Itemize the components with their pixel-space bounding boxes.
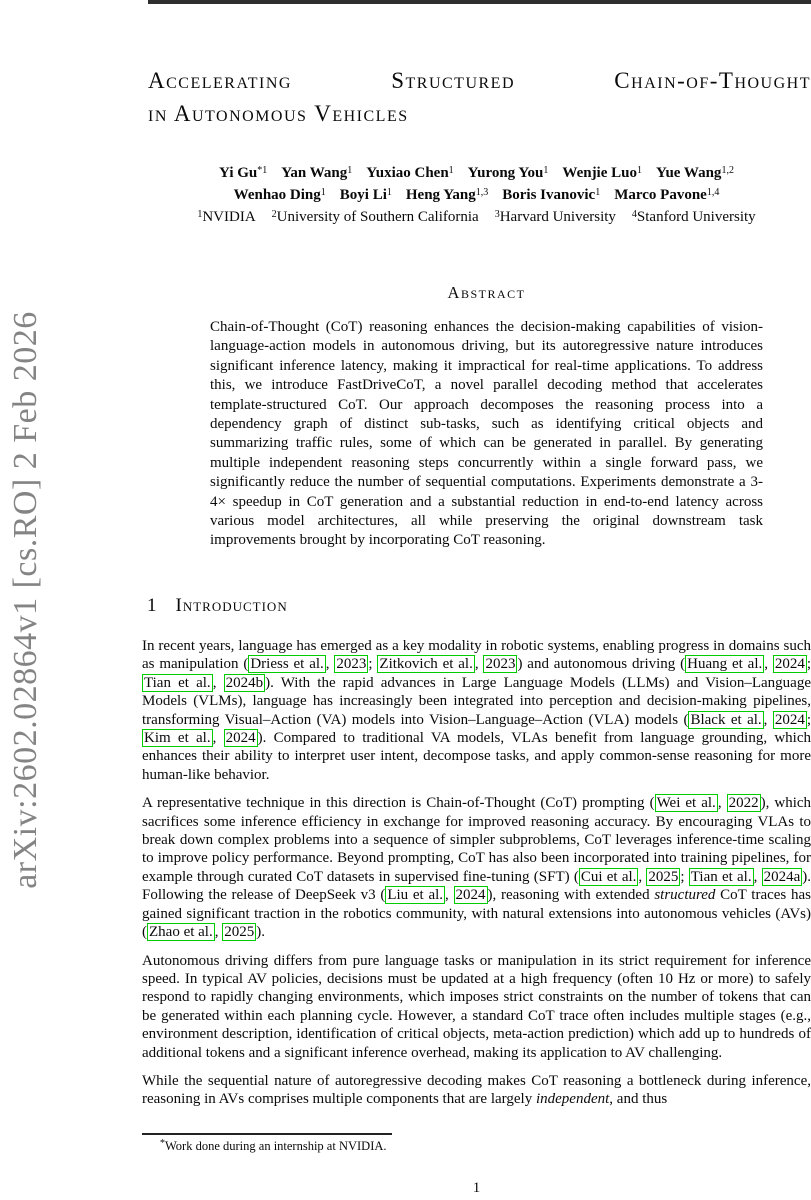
authors-line-1 (142, 162, 811, 184)
citation-link[interactable]: 2022 (728, 795, 759, 812)
body-paragraph: In recent years, language has emerged as a key modality in robotic systems, enabling progress in domains such as manipulation ( Driess et al. , 2023 ; Zitkovich et al. , 2023 ) and autonomous driving ( Huang et al. , 2024 ; Tian et al. , 2024b ). With the rapid advances in Large Language Models (LLMs) and Vision–Language Models (VLMs), language has increasingly been integrated into perception and decision-making pipelines, transforming Visual–Action (VA) models into Vision–Language–Action (VLA) models ( Black et al. , 2024 ; Kim et al. , 2024 ). Compared to traditional VA models, VLAs benefit from language grounding, which enhances their ability to interpret user intent, decompose tasks, and apply common-sense reasoning for more human-like behavior. (142, 638, 811, 783)
author-block (142, 162, 811, 228)
citation-link[interactable]: Tian et al. (144, 674, 211, 691)
abstract-text: Chain-of-Thought (CoT) reasoning enhances the decision-making capabilities of vision-language-action models in autonomous driving, but its autoregressive nature introduces significant inference latency, making it impractical for real-time applications. To address this, we introduce FastDriveCoT, a novel parallel decoding method that accelerates template-structured CoT. Our approach decomposes the reasoning process into a dependency graph of distinct sub-tasks, such as identifying critical objects and summarizing traffic rules, some of which can be generated in parallel. By generating multiple independent reasoning steps concurrently within a single forward pass, we significantly reduce the number of sequential computations. Experiments demonstrate a 3-4× speedup in CoT generation and a substantial reduction in end-to-end latency across various model architectures, all while preserving the original downstream task improvements brought by incorporating CoT reasoning. (210, 319, 763, 549)
citation-link[interactable]: Kim et al. (144, 730, 211, 747)
paper-title-line1: Accelerating Structured Chain-of-Thought (148, 68, 811, 93)
affiliation: $^1$NVIDIA (197, 208, 256, 225)
citation-link[interactable]: Black et al. (690, 711, 762, 728)
footnote (160, 1139, 387, 1154)
author-name: Wenjie Luo$^1$ (562, 164, 642, 181)
citation-link[interactable]: 2024a (763, 868, 801, 885)
citation-link[interactable]: 2024 (774, 711, 805, 728)
author-name: Wenhao Ding$^1$ (233, 186, 326, 203)
affiliations-line (142, 206, 811, 228)
author-name: Yi Gu$^{*1}$ (219, 164, 268, 181)
arxiv-watermark: arXiv:2602.02864v1 [cs.RO] 2 Feb 2026 (7, 311, 44, 889)
author-name: Boris Ivanovic$^1$ (502, 186, 601, 203)
section-heading-introduction (147, 595, 288, 617)
citation-link[interactable]: 2024b (225, 674, 264, 691)
citation-link[interactable]: 2025 (224, 924, 255, 941)
citation-link[interactable]: 2024 (455, 887, 486, 904)
citation-link[interactable]: 2024 (774, 656, 805, 673)
citation-link[interactable]: 2023 (485, 656, 516, 673)
citation-link[interactable]: 2025 (648, 868, 679, 885)
affiliation: $^4$Stanford University (631, 208, 756, 225)
citation-link[interactable]: Huang et al. (687, 656, 763, 673)
introduction-paragraphs (142, 637, 811, 1119)
footnote-text: Work done during an internship at NVIDIA. (165, 1139, 387, 1153)
body-paragraph: While the sequential nature of autoregressive decoding makes CoT reasoning a bottleneck during inference, reasoning in AVs comprises multiple components that are largely independent, and thus (142, 1072, 811, 1108)
footnote-marker: * (160, 1137, 165, 1149)
section-title: Introduction (175, 595, 288, 616)
citation-link[interactable]: Zitkovich et al. (379, 656, 473, 673)
paper-title-line2: in Autonomous Vehicles (148, 101, 409, 126)
section-number: 1 (147, 595, 157, 616)
authors-line-2 (142, 184, 811, 206)
citation-link[interactable]: Driess et al. (250, 656, 324, 673)
abstract-heading: Abstract (447, 283, 526, 302)
header-rule (148, 0, 811, 4)
citation-link[interactable]: Liu et al. (387, 887, 444, 904)
citation-link[interactable]: 2023 (336, 656, 367, 673)
citation-link[interactable]: 2024 (225, 730, 256, 747)
citation-link[interactable]: Cui et al. (580, 868, 637, 885)
paper-title (148, 64, 811, 130)
author-name: Yurong You$^1$ (467, 164, 549, 181)
citation-link[interactable]: Wei et al. (656, 795, 716, 812)
author-name: Marco Pavone$^{1,4}$ (614, 186, 720, 203)
body-paragraph: Autonomous driving differs from pure language tasks or manipulation in its strict requirement for inference speed. In typical AV policies, decisions must be updated at a high frequency (often 10 Hz or more) to safely respond to rapidly changing environments, which imposes strict constraints on the number of tokens that can be generated within each planning cycle. However, a standard CoT trace often includes multiple stages (e.g., environment description, identification of critical objects, meta-action prediction) which add up to hundreds of additional tokens and a significant inference overhead, making its application to AV challenging. (142, 952, 811, 1061)
affiliation: $^2$University of Southern California (271, 208, 479, 225)
affiliation: $^3$Harvard University (494, 208, 616, 225)
author-name: Heng Yang$^{1,3}$ (405, 186, 489, 203)
author-name: Yuxiao Chen$^1$ (366, 164, 454, 181)
author-name: Yue Wang$^{1,2}$ (655, 164, 734, 181)
citation-link[interactable]: Zhao et al. (149, 924, 213, 941)
author-name: Boyi Li$^1$ (339, 186, 392, 203)
footnote-rule (142, 1133, 392, 1135)
author-name: Yan Wang$^1$ (281, 164, 353, 181)
body-paragraph: A representative technique in this direction is Chain-of-Thought (CoT) prompting ( Wei et al. , 2022 ), which sacrifices some inference efficiency in exchange for improved reasoning accuracy. By encouraging VLAs to break down complex problems into a sequence of simpler subproblems, CoT leverages inference-time scaling to improve policy performance. Beyond prompting, CoT has also been incorporated into training pipelines, for example through curated CoT datasets in supervised fine-tuning (SFT) ( Cui et al. , 2025 ; Tian et al. , 2024a ). Following the release of DeepSeek v3 ( Liu et al. , 2024 ), reasoning with extended structured CoT traces has gained significant traction in the robotics community, with natural extensions into autonomous vehicles (AVs) ( Zhao et al. , 2025 ). (142, 795, 811, 941)
page-number: 1 (472, 1180, 481, 1196)
citation-link[interactable]: Tian et al. (690, 868, 752, 885)
